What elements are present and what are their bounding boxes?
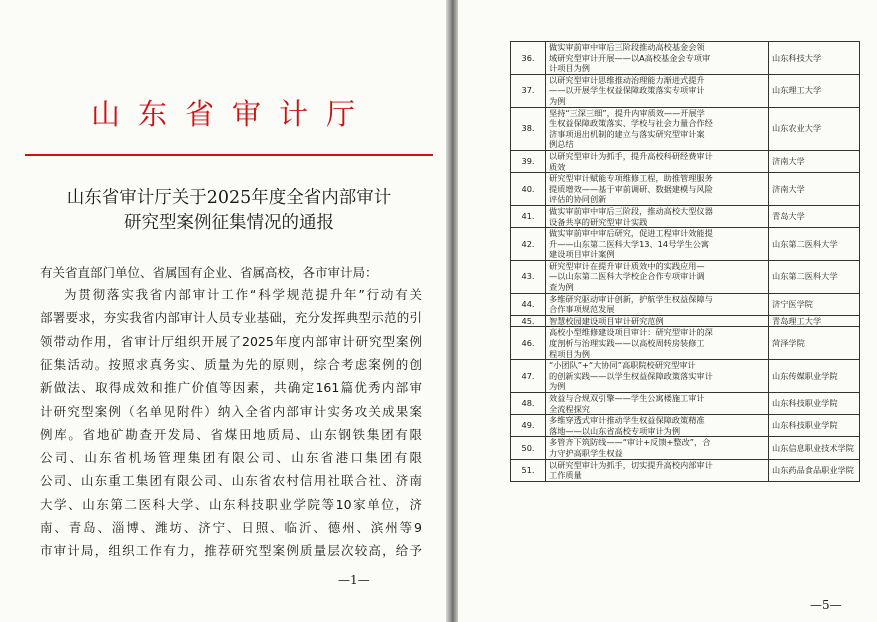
case-title-line: 做实审前审中审后三阶段，推动高校大型仪器 <box>549 205 713 216</box>
paragraph-line: 征集活动。按照求真务实、质量为先的原则，综合考虑案例的创 <box>40 356 422 372</box>
submitting-unit: 济南大学 <box>769 150 860 172</box>
case-title <box>546 393 769 415</box>
paragraph-line: 大学、山东第二医科大学、山东科技职业学院等10家单位，济 <box>40 496 422 512</box>
submitting-unit: 山东科技职业学院 <box>769 415 860 437</box>
case-title <box>546 42 769 75</box>
row-number: 38. <box>511 107 546 150</box>
table-row <box>511 415 860 437</box>
case-title-line: 坚持“三深三细”，提升内审质效——开展学 <box>549 107 705 118</box>
paragraph-line: 领带动作用，省审计厅组织开展了2025年度内部审计研究型案例 <box>40 333 422 349</box>
case-title-line: 以研究型审计为抓手，切实提升高校内部审计 <box>549 459 713 470</box>
submitting-unit: 山东科技大学 <box>769 42 860 75</box>
case-title-line: 合作事项规范发展 <box>549 304 615 315</box>
row-number: 49. <box>511 415 546 437</box>
row-number: 50. <box>511 437 546 459</box>
case-title-line: 程项目为例 <box>549 348 590 359</box>
row-number: 48. <box>511 393 546 415</box>
case-title-line: 域研究型审计开展——以A高校基金会专项审 <box>549 52 711 63</box>
case-title-line: 以研究型审计为抓手，提升高校科研经费审计 <box>549 150 713 161</box>
case-title-line: 研究型审计在提升审计质效中的实践应用— <box>549 260 705 271</box>
case-title-line: 评估的协同创新 <box>549 194 607 205</box>
submitting-unit: 济宁医学院 <box>769 293 860 315</box>
row-number: 39. <box>511 150 546 172</box>
case-title-line: 设备共享的研究型审计实践 <box>549 216 648 227</box>
document-title-line-2: 研究型案例征集情况的通报 <box>124 213 334 233</box>
case-title-line: 济事项退出机制的建立与落实研究型审计案 <box>549 128 705 139</box>
submitting-unit: 山东信息职业技术学院 <box>769 437 860 459</box>
table-row <box>511 437 860 459</box>
page-gutter <box>446 0 458 622</box>
row-number: 45. <box>511 315 546 327</box>
submitting-unit: 山东药品食品职业学院 <box>769 459 860 481</box>
case-title <box>546 260 769 293</box>
table-row <box>511 74 860 107</box>
case-title-line: 力守护高职学生权益 <box>549 447 623 458</box>
table-row <box>511 205 860 227</box>
row-number: 37. <box>511 74 546 107</box>
paragraph-line: 公司、山东重工集团有限公司、山东省农村信用社联合社、济南 <box>40 473 422 489</box>
paragraph-line: 例库。省地矿勘查开发局、省煤田地质局、山东钢铁集团有限 <box>40 426 422 442</box>
case-title <box>546 107 769 150</box>
case-title <box>546 360 769 393</box>
case-title-line: 全流程探究 <box>549 403 590 414</box>
red-divider-line <box>25 154 433 156</box>
case-title <box>546 74 769 107</box>
case-title <box>546 293 769 315</box>
page-number: —5— <box>810 598 842 612</box>
table-row <box>511 150 860 172</box>
case-title-line: 例总结 <box>549 139 574 150</box>
right-page <box>458 0 877 622</box>
submitting-unit: 济南大学 <box>769 173 860 206</box>
table-row <box>511 293 860 315</box>
row-number: 41. <box>511 205 546 227</box>
paragraph-line: 市审计局，组织工作有力，推荐研究型案例质量层次较高，给予 <box>40 543 422 559</box>
case-title-line: 落地——以山东省高校专项审计为例 <box>549 425 681 436</box>
case-title-line: 研究型审计赋能专项维修工程，助推管理服务 <box>549 173 713 184</box>
table-row <box>511 360 860 393</box>
case-title <box>546 205 769 227</box>
case-title <box>546 459 769 481</box>
row-number: 42. <box>511 228 546 261</box>
table-row <box>511 173 860 206</box>
case-title-line: —以山东第二医科大学校企合作专项审计调 <box>549 271 705 282</box>
case-title <box>546 315 769 327</box>
row-number: 51. <box>511 459 546 481</box>
case-title-line: 做实审前审中审后三阶段推动高校基金会领 <box>549 42 705 52</box>
table-row <box>511 260 860 293</box>
table-row <box>511 107 860 150</box>
case-title-line: 查为例 <box>549 282 574 293</box>
case-title-line: 做实审前审中审后研究，促进工程审计效能提 <box>549 228 713 239</box>
row-number: 36. <box>511 42 546 75</box>
case-title-line: 的创新实践——以学生权益保障政策落实审计 <box>549 370 713 381</box>
submitting-unit: 山东农业大学 <box>769 107 860 150</box>
row-number: 40. <box>511 173 546 206</box>
case-list-table <box>510 41 860 482</box>
case-title-line: 生权益保障政策落实、学校与社会力量合作经 <box>549 118 713 129</box>
paragraph-line: 南、青岛、淄博、潍坊、济宁、日照、临沂、德州、滨州等9 <box>40 520 422 535</box>
document-header: 山东省审计厅 <box>90 97 373 131</box>
salutation: 有关省直部门单位、省属国有企业、省属高校，各市审计局： <box>40 265 378 280</box>
paragraph-line: 部署要求，夯实我省内部审计人员专业基础，充分发挥典型示范的引 <box>40 310 422 326</box>
submitting-unit: 山东传媒职业学院 <box>769 360 860 393</box>
submitting-unit: 山东第二医科大学 <box>769 228 860 261</box>
case-title-line: 建设项目审计案例 <box>549 249 615 260</box>
document-title-line-1: 山东省审计厅关于2025年度全省内部审计 <box>66 188 392 208</box>
case-title-line: 多维研究驱动审计创新，护航学生权益保障与 <box>549 293 713 304</box>
submitting-unit: 菏泽学院 <box>769 327 860 360</box>
paragraph-line: 为贯彻落实我省内部审计工作“科学规范提升年”行动有关 <box>64 287 422 302</box>
paragraph-line: 新做法、取得成效和推广价值等因素，共确定161篇优秀内部审 <box>40 380 422 396</box>
case-title <box>546 437 769 459</box>
paragraph-line: 计研究型案例（名单见附件）纳入全省内部审计实务攻关成果案 <box>40 403 422 419</box>
page-number: —1— <box>338 573 370 587</box>
case-title <box>546 327 769 360</box>
submitting-unit: 山东第二医科大学 <box>769 260 860 293</box>
paragraph-line: 公司、山东省机场管理集团有限公司、山东省港口集团有限 <box>40 450 422 466</box>
submitting-unit: 山东理工大学 <box>769 74 860 107</box>
row-number: 43. <box>511 260 546 293</box>
case-title-line: 多维穿透式审计推动学生权益保障政策精准 <box>549 415 705 426</box>
row-number: 47. <box>511 360 546 393</box>
case-title-line: 提质增效——基于审前调研、数据建模与风险 <box>549 183 713 194</box>
case-title-line: ——以开展学生权益保障政策落实专项审计 <box>549 85 705 96</box>
case-title-line: 高校小型维修建设项目审计：研究型审计的深 <box>549 327 713 338</box>
case-title-line: 升——山东第二医科大学13、14号学生公寓 <box>549 238 710 249</box>
case-title-line: 效益与合规双引擎——学生公寓楼施工审计 <box>549 393 705 403</box>
table-row <box>511 228 860 261</box>
case-title-line: “小团队”+“大协同”高职院校研究型审计 <box>549 360 696 371</box>
case-title <box>546 150 769 172</box>
submitting-unit: 山东科技职业学院 <box>769 393 860 415</box>
table-row <box>511 393 860 415</box>
table-row <box>511 327 860 360</box>
submitting-unit: 青岛理工大学 <box>769 315 860 327</box>
case-title-line: 工作质量 <box>549 470 582 481</box>
case-title-line: 智慧校园建设项目审计研究范例 <box>549 315 664 326</box>
row-number: 44. <box>511 293 546 315</box>
table-row <box>511 459 860 481</box>
table-row <box>511 315 860 327</box>
case-title-line: 度剖析与治理实践——以高校周转房装修工 <box>549 338 705 349</box>
case-title-line: 以研究型审计思维推动治理能力渐进式提升 <box>549 74 705 85</box>
case-title-line: 为例 <box>549 95 566 106</box>
case-title-line: 多管齐下筑防线——“审计+反馈+整改”，合 <box>549 437 711 448</box>
case-title <box>546 228 769 261</box>
case-title-line: 质效 <box>549 161 566 172</box>
row-number: 46. <box>511 327 546 360</box>
case-title <box>546 173 769 206</box>
case-title-line: 为例 <box>549 381 566 392</box>
submitting-unit: 青岛大学 <box>769 205 860 227</box>
table-row <box>511 42 860 75</box>
case-title-line: 计项目为例 <box>549 63 590 74</box>
case-title <box>546 415 769 437</box>
